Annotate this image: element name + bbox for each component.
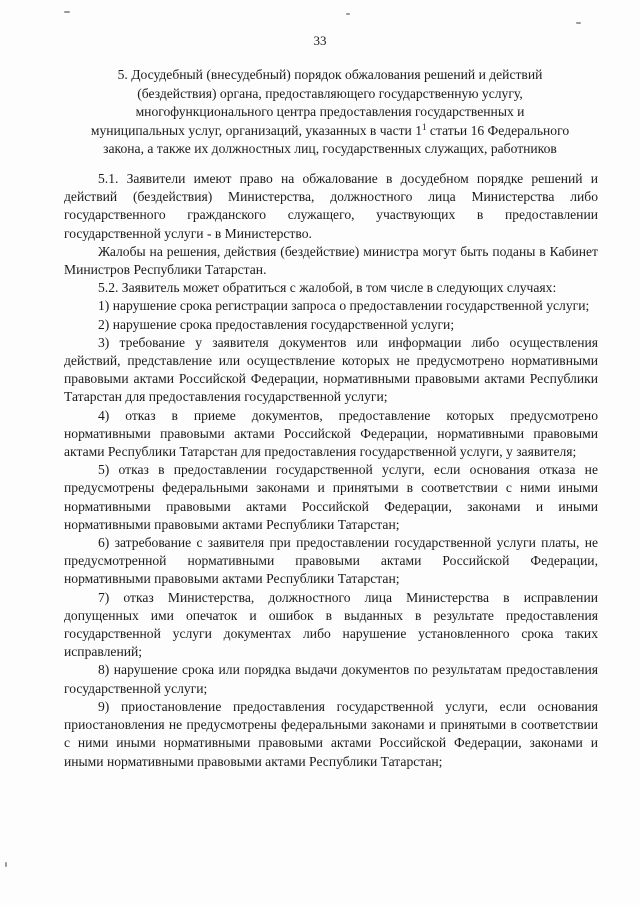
list-item-3: 3) требование у заявителя документов или информации либо осуществления действий, представление или осуществление которых не предусмотрено нормативными правовыми актами Российской Федерации, нормативными правовыми актами Республики Татарстан для предоставления государственной услуги; [64,334,598,405]
heading-line-tail: статьи 16 Федерального [426,122,570,138]
page-number: 33 [313,33,327,48]
heading-line [60,122,600,141]
superscript: 1 [422,121,427,132]
list-item-6: 6) затребование с заявителя при предоставлении государственной услуги платы, не предусмотренной нормативными правовыми актами Российской Федерации, нормативными правовыми актами Республики Татарстан; [64,535,598,587]
paragraph-5-1: 5.1. Заявители имеют право на обжалование в досудебном порядке решений и действий (бездействия) Министерства, должностного лица Министерства либо государственного гражданского служащего, участвующих в предоставлении государственной услуги - в Министерство. [64,171,598,241]
heading-line: закона, а также их должностных лиц, государственных служащих, работников [103,141,557,156]
paragraph-5-2: 5.2. Заявитель может обратиться с жалобой, в том числе в следующих случаях: [98,280,557,296]
list-item-5: 5) отказ в предоставлении государственной услуги, если основания отказа не предусмотрены федеральными законами и принятыми в соответствии с ними иными нормативными правовыми актами Российской Федерации, законами и иными нормативными правовыми актами Республики Татарстан; [64,462,598,532]
list-item-2: 2) нарушение срока предоставления государственной услуги; [98,316,455,332]
list-item-4: 4) отказ в приеме документов, предоставление которых предусмотрено нормативными правовыми актами Российской Федерации, нормативными правовыми актами Республики Татарстан для предоставления государственной услуги, у заявителя; [64,407,598,460]
scan-mark [346,13,350,15]
scan-mark [5,862,7,867]
list-item-8: 8) нарушение срока или порядка выдачи документов по результатам предоставления государственной услуги; [64,662,598,696]
section-heading [60,66,600,159]
heading-line: (бездействия) органа, предоставляющего государственную услугу, [137,85,523,101]
scan-mark [576,22,581,24]
paragraph-complaints-minister: Жалобы на решения, действия (бездействие) министра могут быть поданы в Кабинет Министров Республики Татарстан. [64,243,598,278]
heading-line-text: муниципальных услуг, организаций, указанных в части 1 [90,122,423,138]
document-body [64,170,598,771]
heading-line: многофункционального центра предоставления государственных и [135,104,525,119]
list-item-1: 1) нарушение срока регистрации запроса о предоставлении государственной услуги; [98,298,590,314]
list-item-9: 9) приостановление предоставления государственной услуги, если основания приостановления не предусмотрены федеральными законами и принятыми в соответствии с ними иными нормативными правовыми актами Российской Федерации, законами и иными нормативными правовыми актами Республики Татарстан; [64,698,598,769]
list-item-7: 7) отказ Министерства, должностного лица Министерства в исправлении допущенных ими опечаток и ошибок в выданных в результате предоставления государственной услуги документах либо нарушение установленного срока таких исправлений; [64,589,598,660]
heading-line: 5. Досудебный (внесудебный) порядок обжалования решений и действий [117,67,543,82]
scan-mark [64,11,70,13]
